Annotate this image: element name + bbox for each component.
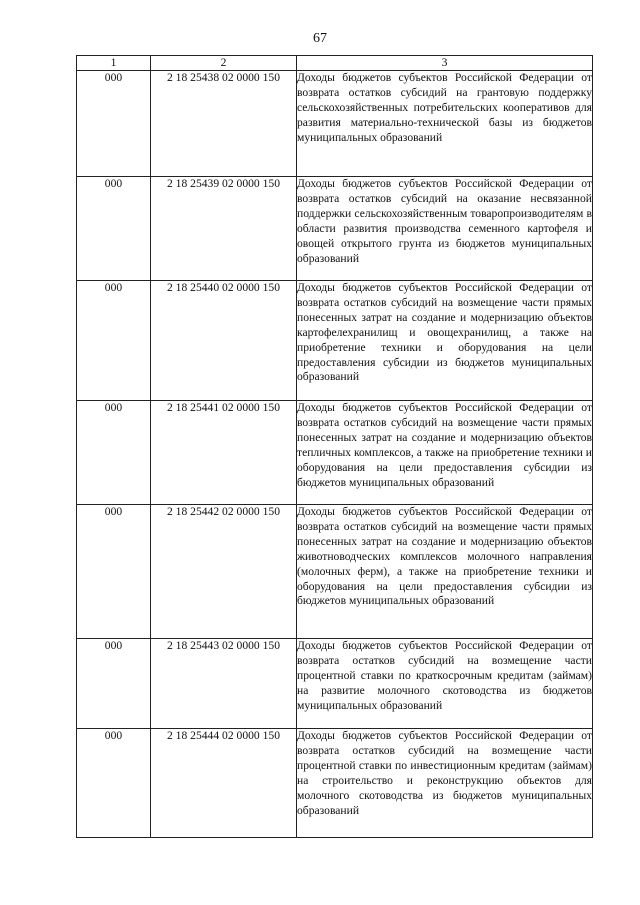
budget-code-cell: 2 18 25444 02 0000 150 <box>151 729 297 838</box>
table-body <box>77 71 593 838</box>
table-header <box>77 56 593 71</box>
table-row <box>77 401 593 505</box>
description-cell: Доходы бюджетов субъектов Российской Федерации от возврата остатков субсидий на возмещение части прямых понесенных затрат на создание и модернизацию объектов тепличных комплексов, а также на приобретение техники и оборудования на цели предоставления субсидии из бюджетов муниципальных образований <box>297 401 593 505</box>
page-number: 67 <box>313 31 327 46</box>
budget-code-cell: 2 18 25440 02 0000 150 <box>151 281 297 401</box>
description-cell: Доходы бюджетов субъектов Российской Федерации от возврата остатков субсидий на оказание несвязанной поддержки сельскохозяйственным товаропроизводителям в области развития производства семенного картофеля и овощей открытого грунта из бюджетов муниципальных образований <box>297 177 593 281</box>
budget-code-cell: 2 18 25443 02 0000 150 <box>151 639 297 729</box>
budget-code-cell: 2 18 25439 02 0000 150 <box>151 177 297 281</box>
table-header-row <box>77 56 593 71</box>
budget-code-cell: 2 18 25442 02 0000 150 <box>151 505 297 639</box>
table-row <box>77 71 593 177</box>
description-cell: Доходы бюджетов субъектов Российской Федерации от возврата остатков субсидий на грантовую поддержку сельскохозяйственных потребительских кооперативов для развития материально-технической базы из бюджетов муниципальных образований <box>297 71 593 177</box>
table-row <box>77 505 593 639</box>
budget-code-cell: 2 18 25438 02 0000 150 <box>151 71 297 177</box>
table-row <box>77 639 593 729</box>
description-cell: Доходы бюджетов субъектов Российской Федерации от возврата остатков субсидий на возмещение части прямых понесенных затрат на создание и модернизацию объектов картофелехранилищ и овощехранилищ, а также на приобретение техники и оборудования на цели предоставления субсидии из бюджетов муниципальных образований <box>297 281 593 401</box>
admin-code-cell: 000 <box>77 505 151 639</box>
column-header-1: 1 <box>77 56 151 71</box>
column-header-2: 2 <box>151 56 297 71</box>
table-row <box>77 177 593 281</box>
admin-code-cell: 000 <box>77 729 151 838</box>
budget-codes-table <box>76 55 593 838</box>
table-row <box>77 729 593 838</box>
table-row <box>77 281 593 401</box>
description-cell: Доходы бюджетов субъектов Российской Федерации от возврата остатков субсидий на возмещение части процентной ставки по инвестиционным кредитам (займам) на строительство и реконструкцию объектов для молочного скотоводства из бюджетов муниципальных образований <box>297 729 593 838</box>
budget-code-cell: 2 18 25441 02 0000 150 <box>151 401 297 505</box>
description-cell: Доходы бюджетов субъектов Российской Федерации от возврата остатков субсидий на возмещение части процентной ставки по краткосрочным кредитам (займам) на развитие молочного скотоводства из бюджетов муниципальных образований <box>297 639 593 729</box>
admin-code-cell: 000 <box>77 71 151 177</box>
admin-code-cell: 000 <box>77 281 151 401</box>
description-cell: Доходы бюджетов субъектов Российской Федерации от возврата остатков субсидий на возмещение части прямых понесенных затрат на создание и модернизацию объектов животноводческих комплексов молочного направления (молочных ферм), а также на приобретение техники и оборудования на цели предоставления субсидии из бюджетов муниципальных образований <box>297 505 593 639</box>
admin-code-cell: 000 <box>77 177 151 281</box>
admin-code-cell: 000 <box>77 639 151 729</box>
column-header-3: 3 <box>297 56 593 71</box>
admin-code-cell: 000 <box>77 401 151 505</box>
